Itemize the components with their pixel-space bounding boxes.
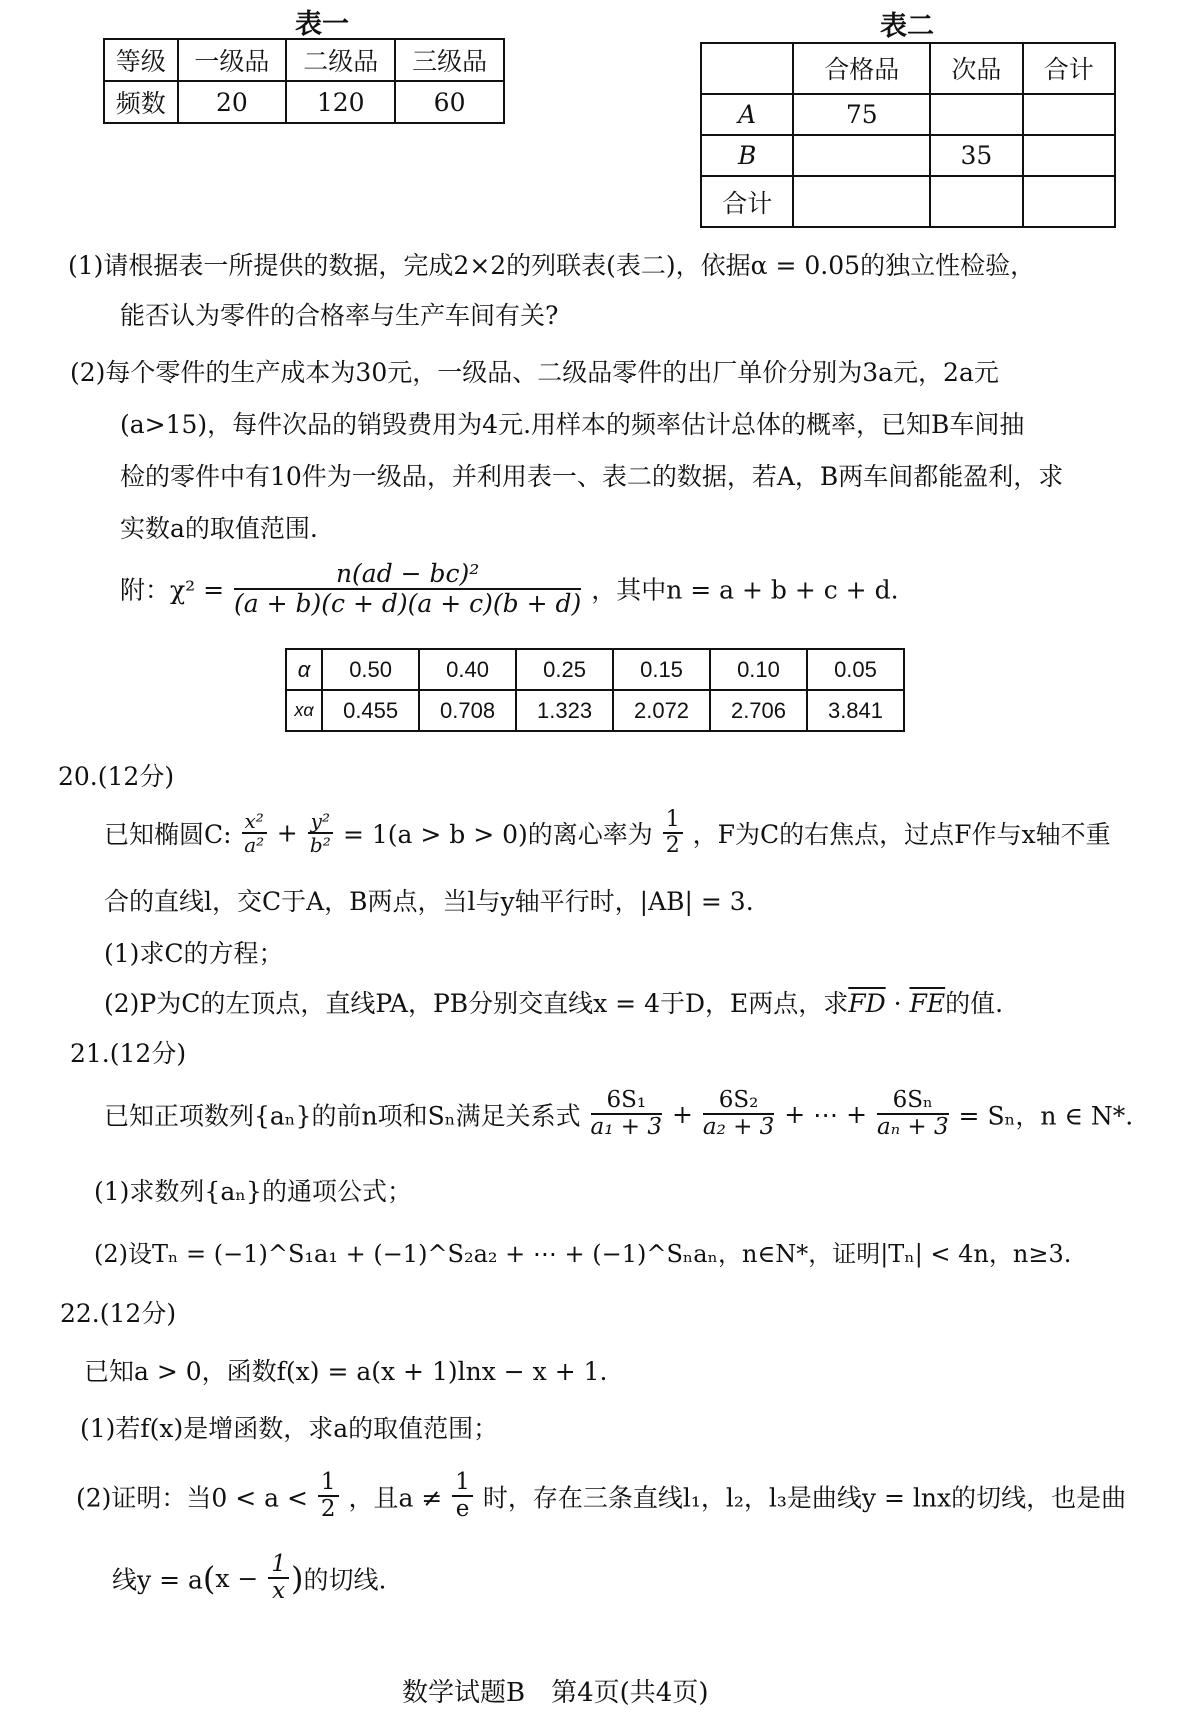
q22-part2-line1	[76, 1470, 1126, 1523]
sum-fraction-2: $\frac{\text{6S₂}}{\text{a₂ + 3}}$	[702, 1087, 775, 1141]
alpha-cell: 0.15	[613, 649, 710, 690]
formula-numerator: n(ad − bc)²	[234, 560, 581, 590]
q21-part1: (1)求数列{aₙ}的通项公式；	[94, 1177, 412, 1206]
x-alpha-cell: 2.706	[710, 690, 807, 731]
alpha-label: α	[286, 649, 322, 690]
table2-row-total	[701, 176, 1115, 227]
half-fraction: $\frac{1}{2}$	[318, 1470, 339, 1523]
q20-part2-b: 的值.	[945, 989, 1004, 1018]
x-alpha-label: xα	[286, 690, 322, 731]
q19-part2-line1: (2)每个零件的生产成本为30元，一级品、二级品零件的出厂单价分别为3a元，2a元	[70, 358, 999, 387]
formula-fraction	[234, 560, 581, 617]
table2-row-a	[701, 94, 1115, 135]
q22-line3-a: 线y = a	[112, 1565, 203, 1595]
formula-suffix: ，其中n = a + b + c + d.	[591, 575, 899, 605]
q22-heading: 22.(12分)	[60, 1299, 177, 1328]
q22-stem: 已知a > 0，函数f(x) = a(x + 1)lnx − x + 1.	[84, 1357, 608, 1386]
table1-cell: 一级品	[178, 39, 287, 81]
table1-data-row	[104, 81, 504, 123]
q20-stem-a: 已知椭圆C:	[104, 820, 232, 850]
table2-cell: 合格品	[793, 43, 930, 94]
q19-part1-line2: 能否认为零件的合格率与生产车间有关?	[120, 301, 559, 330]
q21-stem-a: 已知正项数列{aₙ}的前n项和Sₙ满足关系式	[104, 1101, 581, 1131]
x-alpha-row	[286, 690, 904, 731]
q21-stem	[104, 1088, 1133, 1141]
table1	[103, 38, 505, 124]
alpha-cell: 0.05	[807, 649, 904, 690]
sum-fraction-n: $\frac{\text{6Sₙ}}{\text{aₙ + 3}}$	[877, 1087, 949, 1141]
table1-cell: 120	[286, 81, 395, 123]
q21-part2: (2)设Tₙ = (−1)^S₁a₁ + (−1)^S₂a₂ + ⋯ + (−1)^Sₙaₙ，n∈N*，证明|Tₙ| < 4n，n≥3.	[94, 1240, 1072, 1268]
q20-stem-c: ，F为C的右焦点，过点F作与x轴不重	[692, 820, 1111, 850]
x-over-a-fraction: $\frac{\text{x²}}{\text{a²}}$	[242, 810, 267, 856]
q22-part2-line2	[112, 1552, 386, 1605]
left-paren: (	[202, 1559, 216, 1598]
q19-part2-line4: 实数a的取值范围.	[120, 514, 318, 543]
alpha-cell: 0.25	[516, 649, 613, 690]
formula-prefix: 附：χ² =	[120, 575, 225, 605]
q22-part2-c: 时，存在三条直线l₁，l₂，l₃是曲线y = lnx的切线，也是曲	[482, 1483, 1127, 1513]
chi-square-formula	[120, 560, 899, 617]
q20-part1: (1)求C的方程；	[104, 939, 284, 968]
table2-cell	[930, 176, 1022, 227]
table1-cell: 频数	[104, 81, 178, 123]
q20-stem-line1: 已知椭圆C: $\frac{\text{x²}}{\text{a²}}$ + $\frac{\text{y²}}{\text{b²}}$ = 1(a > b > 0)的离心率为 $\frac{1}{2}$ ，F为C的右焦点，过点F作与x轴不重	[104, 807, 1111, 859]
table1-cell: 20	[178, 81, 287, 123]
ellipsis-plus: + ⋯ +	[784, 1099, 868, 1129]
q22-line3-c: 的切线.	[303, 1565, 387, 1595]
critical-value-table	[285, 648, 905, 732]
page-footer: 数学试题B 第4页(共4页)	[402, 1678, 709, 1708]
one-over-e-fraction: $\frac{1}{e}$	[452, 1470, 473, 1523]
table2-cell: B	[701, 135, 793, 176]
dot-operator: ·	[885, 989, 910, 1018]
table2-cell	[1023, 94, 1115, 135]
table1-caption: 表一	[295, 9, 349, 40]
table2-cell	[1023, 135, 1115, 176]
table2-cell: A	[701, 94, 793, 135]
q20-part2-a: (2)P为C的左顶点，直线PA，PB分别交直线x = 4于D，E两点，求	[104, 989, 849, 1018]
one-half-fraction: $\frac{1}{2}$	[663, 808, 683, 858]
y-over-b-fraction: $\frac{\text{y²}}{\text{b²}}$	[308, 810, 333, 856]
table2-cell	[793, 176, 930, 227]
table2-caption: 表二	[880, 11, 934, 42]
table2-cell	[930, 94, 1022, 135]
vector-fe: $\overline{FE}$	[909, 989, 946, 1018]
formula-denominator: (a + b)(c + d)(a + c)(b + d)	[234, 588, 582, 618]
q19-part1-line1: (1)请根据表一所提供的数据，完成2×2的列联表(表二)，依据α = 0.05的独立性检验，	[68, 251, 1036, 280]
table2-cell: 35	[930, 135, 1022, 176]
table2-cell: 合计	[701, 176, 793, 227]
table1-cell: 三级品	[395, 39, 504, 81]
q22-part2-b: ，且a ≠	[348, 1483, 443, 1513]
table2-cell	[793, 135, 930, 176]
vector-fd: $\overline{FD}$	[848, 989, 886, 1018]
right-paren: )	[290, 1559, 304, 1598]
q20-part2	[104, 984, 1003, 1020]
table2-cell: 次品	[930, 43, 1022, 94]
table2-header-row	[701, 43, 1115, 94]
q19-part2-line3: 检的零件中有10件为一级品，并利用表一、表二的数据，若A，B两车间都能盈利，求	[120, 462, 1064, 491]
q22-part1: (1)若f(x)是增函数，求a的取值范围；	[80, 1414, 499, 1443]
table1-header-row	[104, 39, 504, 81]
q19-part2-line2: (a>15)，每件次品的销毁费用为4元.用样本的频率估计总体的概率，已知B车间抽	[120, 410, 1025, 439]
plus-sign: +	[671, 1099, 693, 1129]
table2-cell: 合计	[1023, 43, 1115, 94]
table2-cell: 75	[793, 94, 930, 135]
table2	[700, 42, 1116, 228]
q21-stem-b: = Sₙ，n ∈ N*.	[958, 1101, 1134, 1131]
alpha-cell: 0.10	[710, 649, 807, 690]
x-alpha-cell: 0.455	[322, 690, 419, 731]
alpha-row	[286, 649, 904, 690]
one-over-x-fraction: $\frac{1}{x}$	[268, 1552, 289, 1605]
x-alpha-cell: 0.708	[419, 690, 516, 731]
table2-row-b	[701, 135, 1115, 176]
x-alpha-cell: 1.323	[516, 690, 613, 731]
sum-fraction-1: $\frac{\text{6S₁}}{\text{a₁ + 3}}$	[590, 1087, 662, 1141]
alpha-cell: 0.40	[419, 649, 516, 690]
table1-cell: 60	[395, 81, 504, 123]
table1-cell: 等级	[104, 39, 178, 81]
q20-stem-b: = 1(a > b > 0)的离心率为	[342, 820, 653, 850]
q20-heading: 20.(12分)	[58, 762, 175, 791]
q22-line3-b: x −	[215, 1563, 259, 1593]
q21-heading: 21.(12分)	[70, 1039, 187, 1068]
x-alpha-cell: 2.072	[613, 690, 710, 731]
x-alpha-cell: 3.841	[807, 690, 904, 731]
table1-cell: 二级品	[286, 39, 395, 81]
q20-stem-line2: 合的直线l，交C于A，B两点，当l与y轴平行时，|AB| = 3.	[104, 887, 754, 916]
alpha-cell: 0.50	[322, 649, 419, 690]
q22-part2-a: (2)证明：当0 < a <	[76, 1483, 308, 1513]
table2-cell	[701, 43, 793, 94]
table2-cell	[1023, 176, 1115, 227]
